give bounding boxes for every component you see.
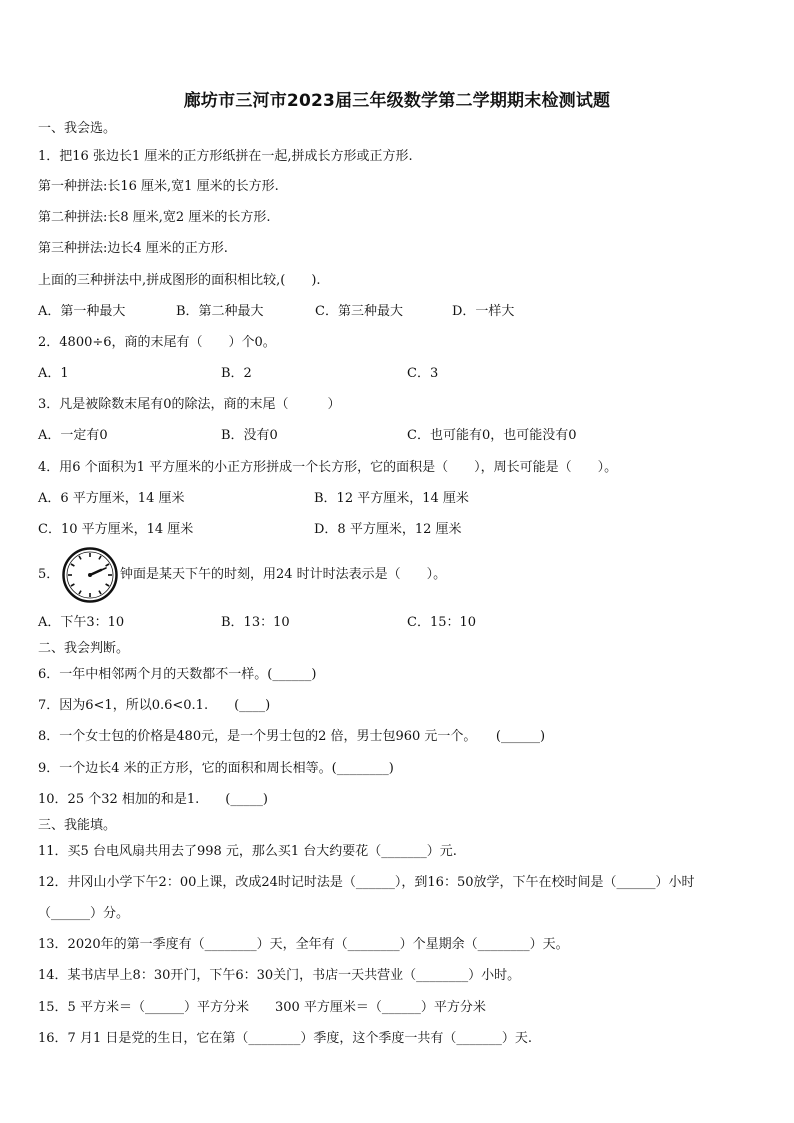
option-c[interactable]: C．15：10 (407, 615, 477, 630)
question-8: 8．一个女士包的价格是480元，是一个男士包的2 倍，男士包960 元一个。 (______) (38, 729, 546, 744)
question-1-stem: 1．把16 张边长1 厘米的正方形纸拼在一起,拼成长方形或正方形. (38, 149, 413, 164)
section-heading-fill: 三、我能填。 (38, 818, 117, 833)
question-7: 7．因为6<1，所以0.6<0.1. (____) (38, 698, 271, 713)
option-a[interactable]: A．1 (38, 366, 69, 381)
question-13: 13．2020年的第一季度有（________）天，全年有（________）个星期余（________）天。 (38, 937, 569, 952)
option-b[interactable]: B．第二种最大 (176, 304, 264, 319)
question-9: 9．一个边长4 米的正方形，它的面积和周长相等。(________) (38, 761, 394, 776)
question-11: 11．买5 台电风扇共用去了998 元，那么买1 台大约要花（_______）元. (38, 844, 457, 859)
option-c[interactable]: C．10 平方厘米，14 厘米 (38, 522, 194, 537)
option-b[interactable]: B．2 (221, 366, 252, 381)
option-b[interactable]: B．没有0 (221, 428, 278, 443)
question-5-stem: 钟面是某天下午的时刻，用24 时计时法表示是（ ）。 (120, 567, 447, 582)
question-1-line-1: 第一种拼法:长16 厘米,宽1 厘米的长方形. (38, 179, 279, 194)
option-c[interactable]: C．第三种最大 (315, 304, 403, 319)
option-a[interactable]: A．下午3：10 (38, 615, 125, 630)
option-c[interactable]: C．3 (407, 366, 439, 381)
option-d[interactable]: D．一样大 (452, 304, 515, 319)
option-a[interactable]: A．一定有0 (38, 428, 108, 443)
question-10: 10．25 个32 相加的和是1. (_____) (38, 792, 268, 807)
question-1-line-2: 第二种拼法:长8 厘米,宽2 厘米的长方形. (38, 210, 271, 225)
question-1-ask: 上面的三种拼法中,拼成图形的面积相比较,( ). (38, 273, 321, 288)
clock-face-icon (62, 547, 118, 603)
option-a[interactable]: A．第一种最大 (38, 304, 126, 319)
option-b[interactable]: B．12 平方厘米，14 厘米 (314, 491, 469, 506)
question-4-stem: 4．用6 个面积为1 平方厘米的小正方形拼成一个长方形，它的面积是（ ），周长可能是（ ）。 (38, 460, 618, 475)
question-2-stem: 2．4800÷6，商的末尾有（ ）个0。 (38, 335, 276, 350)
question-14: 14．某书店早上8：30开门，下午6：30关门，书店一天共营业（________）小时。 (38, 968, 521, 983)
option-c[interactable]: C．也可能有0，也可能没有0 (407, 428, 577, 443)
option-b[interactable]: B．13：10 (221, 615, 290, 630)
question-12-continued: （______）分。 (38, 906, 130, 921)
question-16: 16．7 月1 日是党的生日，它在第（________）季度，这个季度一共有（_______）天. (38, 1031, 532, 1046)
option-d[interactable]: D．8 平方厘米，12 厘米 (314, 522, 462, 537)
question-15: 15．5 平方米＝（______）平方分米 300 平方厘米＝（______）平方分米 (38, 1000, 486, 1015)
question-12: 12．井冈山小学下午2：00上课，改成24时记时法是（______），到16：50放学，下午在校时间是（______）小时 (38, 875, 695, 890)
page-title: 廊坊市三河市2023届三年级数学第二学期期末检测试题 (183, 91, 611, 111)
question-6: 6．一年中相邻两个月的天数都不一样。(______) (38, 667, 317, 682)
question-3-stem: 3．凡是被除数末尾有0的除法，商的末尾（ ） (38, 397, 341, 412)
section-heading-judge: 二、我会判断。 (38, 641, 130, 656)
option-a[interactable]: A．6 平方厘米，14 厘米 (38, 491, 185, 506)
section-heading-choose: 一、我会选。 (38, 121, 117, 136)
question-1-line-3: 第三种拼法:边长4 厘米的正方形. (38, 241, 228, 256)
question-5-number: 5． (38, 567, 60, 582)
